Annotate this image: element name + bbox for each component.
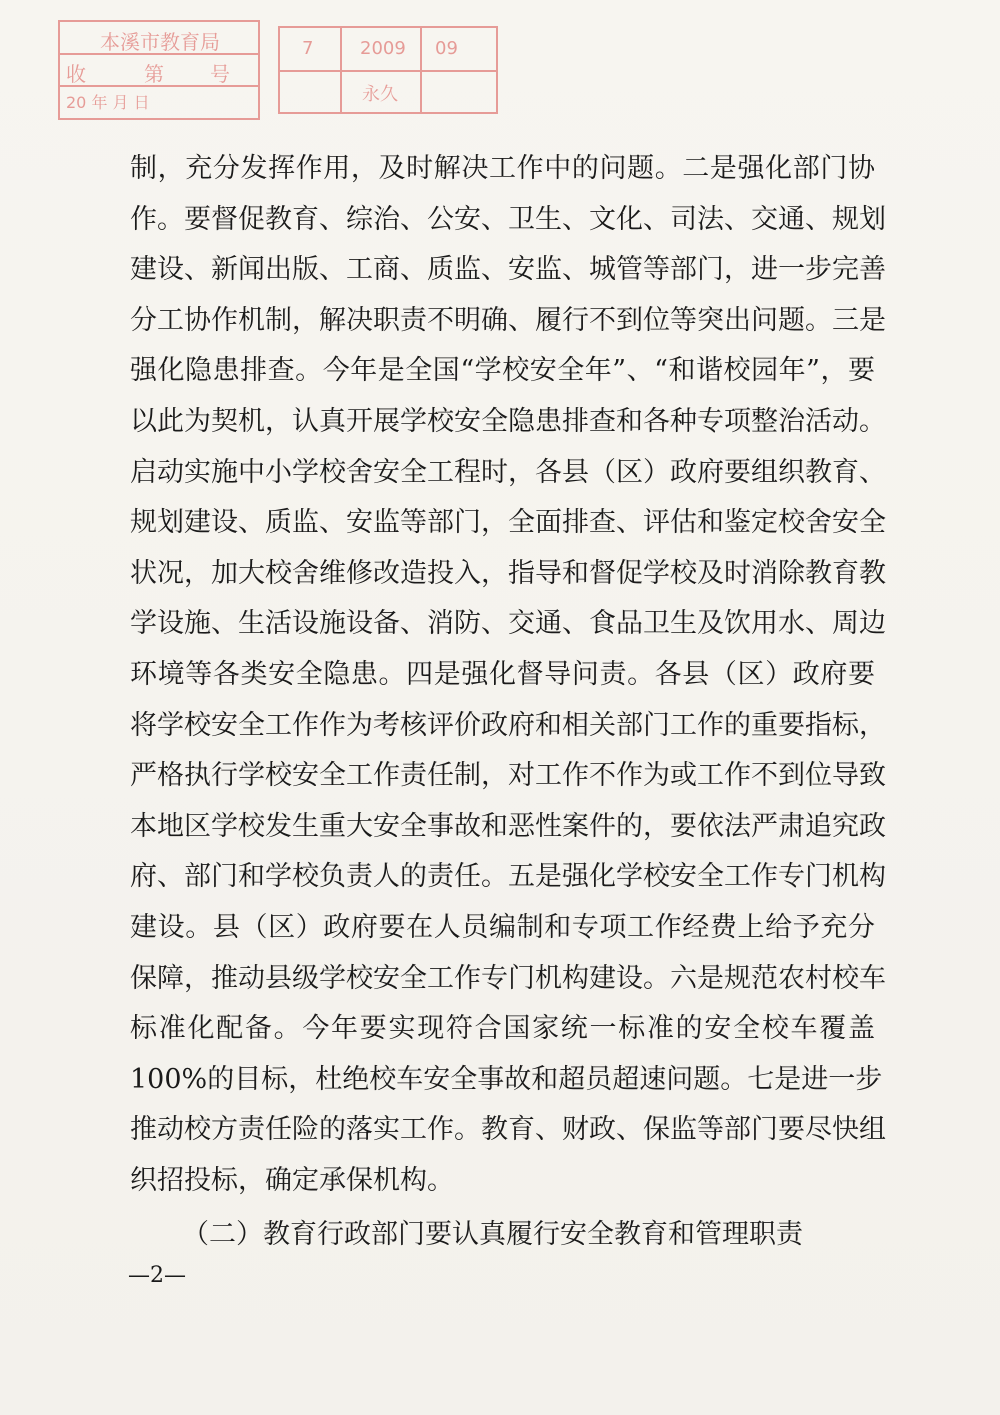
stamp-received-label: 收: [66, 62, 86, 86]
stamp-date: 20 年 月 日: [66, 93, 150, 112]
paragraph-line: 保障，推动县级学校安全工作专门机构建设。六是规范农村校车: [130, 962, 886, 994]
paragraph-line: 规划建设、质监、安监等部门，全面排查、评估和鉴定校舍安全: [130, 507, 886, 539]
paragraph-line: 织招投标，确定承保机构。: [130, 1165, 454, 1196]
paragraph-line: 100%的目标，杜绝校车安全事故和超员超速问题。七是进一步: [130, 1063, 883, 1095]
paragraph-line: 将学校安全工作作为考核评价政府和相关部门工作的重要指标，: [130, 709, 886, 741]
paragraph-line: 制，充分发挥作用，及时解决工作中的问题。二是强化部门协: [130, 153, 875, 184]
stamp-agency-name: 本溪市教育局: [100, 30, 220, 54]
paragraph-line: 建设。县（区）政府要在人员编制和专项工作经费上给予充分: [130, 912, 875, 943]
paragraph-line: 环境等各类安全隐患。四是强化督导问责。各县（区）政府要: [130, 659, 875, 690]
paragraph-line: 标准化配备。今年要实现符合国家统一标准的安全校车覆盖: [130, 1013, 875, 1045]
paragraph-line: 本地区学校发生重大安全事故和恶性案件的，要依法严肃追究政: [130, 810, 886, 842]
archive-stamp-retention: 永久: [362, 84, 398, 105]
paragraph-line: 推动校方责任险的落实工作。教育、财政、保监等部门要尽快组: [130, 1114, 886, 1146]
archive-stamp-number: 7: [302, 38, 314, 59]
page-number: —2—: [128, 1263, 186, 1288]
paragraph-line: 状况，加大校舍维修改造投入，指导和督促学校及时消除教育教: [130, 557, 886, 589]
paragraph-line: 启动实施中小学校舍安全工程时，各县（区）政府要组织教育、: [130, 456, 886, 488]
receipt-stamp: [58, 20, 260, 120]
paragraph-line: 建设、新闻出版、工商、质监、安监、城管等部门，进一步完善: [130, 254, 886, 286]
paragraph-line: 强化隐患排查。今年是全国“学校安全年”、“和谐校园年”，要: [130, 355, 875, 387]
stamp-number-label: 第: [144, 62, 164, 86]
paragraph-line: 分工协作机制，解决职责不明确、履行不到位等突出问题。三是: [130, 304, 886, 336]
archive-stamp-code: 09: [435, 38, 458, 59]
archive-stamp-year: 2009: [360, 38, 406, 59]
paragraph-line: 以此为契机，认真开展学校安全隐患排查和各种专项整治活动。: [130, 406, 886, 437]
paragraph-line: 学设施、生活设施设备、消防、交通、食品卫生及饮用水、周边: [130, 608, 886, 640]
paragraph-line: 严格执行学校安全工作责任制，对工作不作为或工作不到位导致: [130, 760, 886, 792]
paragraph-line: 作。要督促教育、综治、公安、卫生、文化、司法、交通、规划: [130, 203, 886, 235]
section-heading: （二）教育行政部门要认真履行安全教育和管理职责: [182, 1219, 803, 1250]
archive-stamp: [278, 26, 498, 114]
stamp-number-suffix: 号: [210, 62, 230, 86]
paragraph-line: 府、部门和学校负责人的责任。五是强化学校安全工作专门机构: [130, 861, 886, 893]
